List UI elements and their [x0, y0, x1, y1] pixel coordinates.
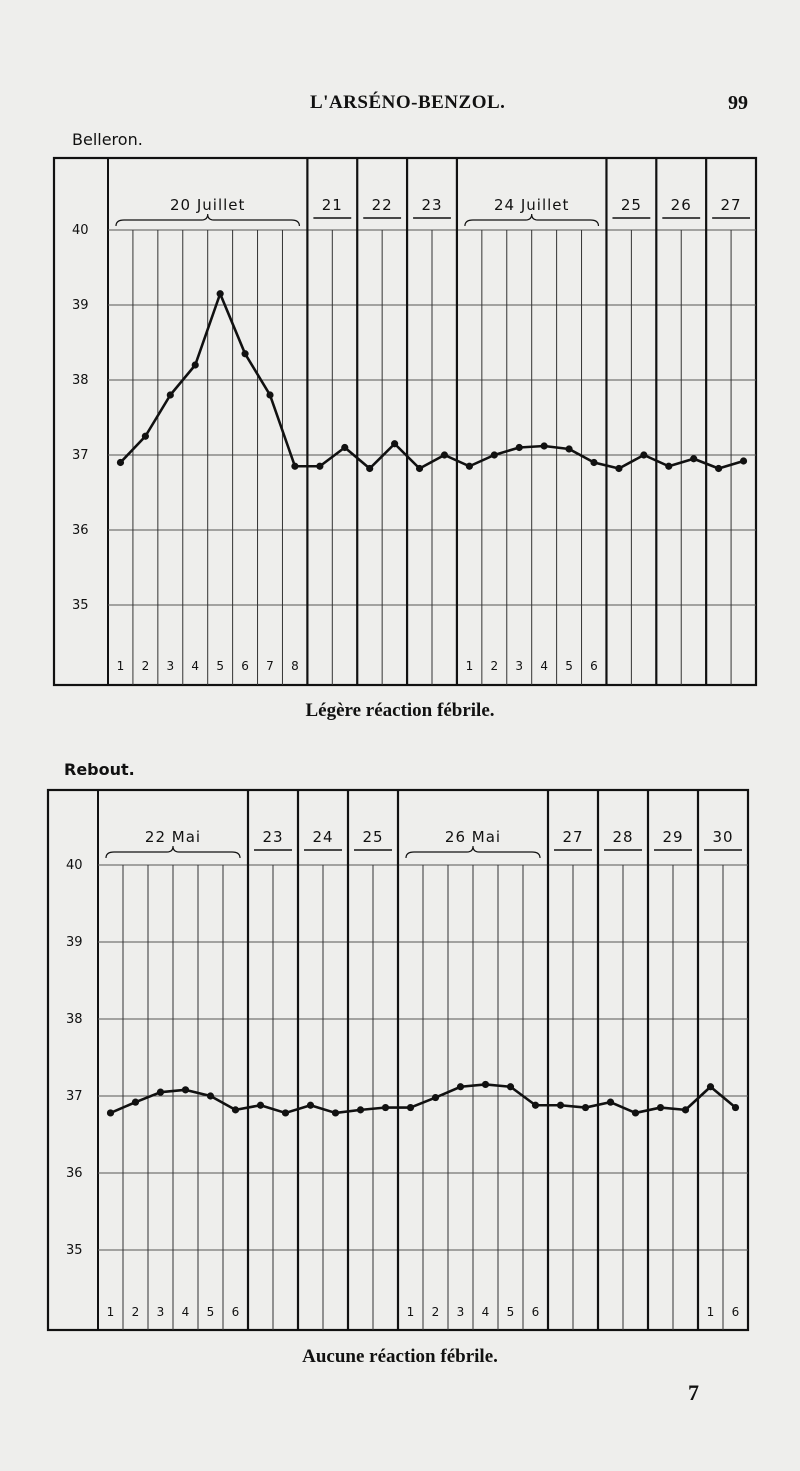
slot-label: 2: [490, 659, 499, 673]
temperature-point: [232, 1106, 239, 1113]
temperature-point: [541, 442, 548, 449]
temperature-point: [516, 444, 523, 451]
temperature-point: [532, 1102, 539, 1109]
temperature-chart-belleron: [0, 150, 800, 695]
temperature-point: [132, 1099, 139, 1106]
y-tick-label: 38: [72, 373, 89, 388]
chart-frame: [54, 158, 756, 685]
signature-mark: 7: [688, 1380, 699, 1405]
temperature-point: [491, 451, 498, 458]
slot-label: 5: [565, 659, 573, 673]
temperature-point: [707, 1083, 714, 1090]
slot-label: 5: [216, 659, 224, 673]
y-tick-label: 35: [72, 598, 89, 613]
temperature-point: [665, 463, 672, 470]
slot-label: 6: [590, 659, 598, 673]
slot-label: 3: [156, 1305, 165, 1319]
slot-label: 6: [231, 1305, 240, 1319]
slot-label: 5: [506, 1305, 515, 1319]
slot-label: 2: [141, 659, 150, 673]
y-tick-label: 38: [66, 1012, 83, 1027]
slot-label: 4: [191, 659, 200, 673]
patient-name-belleron: Belleron.: [72, 130, 143, 149]
temperature-point: [341, 444, 348, 451]
temperature-point: [257, 1102, 264, 1109]
slot-label: 3: [166, 659, 175, 673]
temperature-point: [682, 1106, 689, 1113]
chart-caption-belleron: Légère réaction fébrile.: [305, 700, 495, 721]
slot-label: 1: [116, 659, 125, 673]
day-label: 24 Juillet: [493, 196, 570, 214]
chart-caption-rebout: Aucune réaction fébrile.: [302, 1346, 498, 1367]
slot-label: 3: [456, 1305, 465, 1319]
day-label: 27: [562, 828, 584, 846]
temperature-point: [167, 391, 174, 398]
temperature-point: [391, 440, 398, 447]
y-tick-label: 37: [66, 1089, 83, 1104]
day-label: 20 Juillet: [169, 196, 246, 214]
temperature-point: [432, 1094, 439, 1101]
day-label: 22: [371, 196, 393, 214]
day-label: 30: [712, 828, 734, 846]
y-tick-label: 39: [66, 935, 83, 950]
temperature-point: [182, 1086, 189, 1093]
temperature-point: [357, 1106, 364, 1113]
temperature-point: [507, 1083, 514, 1090]
temperature-point: [291, 463, 298, 470]
temperature-point: [241, 350, 248, 357]
day-label: 27: [720, 196, 742, 214]
temperature-point: [207, 1092, 214, 1099]
temperature-point: [282, 1109, 289, 1116]
temperature-point: [690, 455, 697, 462]
temperature-point: [582, 1104, 589, 1111]
temperature-point: [466, 463, 473, 470]
temperature-point: [416, 465, 423, 472]
day-bracket: [116, 214, 299, 226]
day-label: 23: [262, 828, 284, 846]
day-label: 29: [662, 828, 684, 846]
temperature-point: [590, 459, 597, 466]
running-title: L'ARSÉNO-BENZOL.: [310, 92, 506, 113]
temperature-point: [192, 361, 199, 368]
temperature-point: [382, 1104, 389, 1111]
temperature-point: [740, 457, 747, 464]
slot-label: 2: [131, 1305, 140, 1319]
y-tick-label: 36: [72, 523, 89, 538]
day-label: 26: [670, 196, 692, 214]
slot-label: 4: [540, 659, 548, 673]
temperature-chart-rebout: [0, 780, 800, 1340]
temperature-point: [482, 1081, 489, 1088]
temperature-point: [316, 463, 323, 470]
day-label: 25: [362, 828, 384, 846]
temperature-point: [307, 1102, 314, 1109]
y-tick-label: 35: [66, 1243, 83, 1258]
y-tick-label: 40: [66, 858, 83, 873]
y-tick-label: 39: [72, 298, 89, 313]
temperature-point: [632, 1109, 639, 1116]
temperature-point: [715, 465, 722, 472]
slot-label: 1: [106, 1305, 115, 1319]
y-tick-label: 40: [72, 223, 89, 238]
temperature-point: [366, 465, 373, 472]
temperature-point: [157, 1089, 164, 1096]
slot-label: 4: [181, 1305, 190, 1319]
temperature-point: [607, 1099, 614, 1106]
temperature-point: [107, 1109, 114, 1116]
slot-label: 6: [731, 1305, 740, 1319]
temperature-point: [117, 459, 124, 466]
temperature-point: [441, 451, 448, 458]
day-label: 25: [620, 196, 642, 214]
slot-label: 1: [465, 659, 474, 673]
temperature-point: [142, 433, 149, 440]
page-header: [0, 88, 800, 124]
slot-label: 1: [706, 1305, 715, 1319]
slot-label: 2: [431, 1305, 440, 1319]
temperature-point: [407, 1104, 414, 1111]
day-bracket: [406, 846, 540, 858]
temperature-point: [565, 445, 572, 452]
temperature-point: [615, 465, 622, 472]
temperature-point: [657, 1104, 664, 1111]
y-tick-label: 36: [66, 1166, 83, 1181]
day-label: 21: [321, 196, 343, 214]
patient-name-rebout: Rebout.: [64, 760, 135, 779]
slot-label: 3: [515, 659, 524, 673]
slot-label: 1: [406, 1305, 415, 1319]
temperature-point: [266, 391, 273, 398]
day-label: 28: [612, 828, 634, 846]
temperature-point: [457, 1083, 464, 1090]
day-label: 26 Mai: [444, 828, 502, 846]
slot-label: 4: [481, 1305, 490, 1319]
day-bracket: [106, 846, 240, 858]
temperature-point: [332, 1109, 339, 1116]
slot-label: 8: [291, 659, 299, 673]
day-label: 23: [421, 196, 443, 214]
page-number: 99: [728, 92, 748, 114]
slot-label: 5: [206, 1305, 215, 1319]
temperature-point: [732, 1104, 739, 1111]
day-label: 22 Mai: [144, 828, 202, 846]
day-bracket: [465, 214, 599, 226]
y-tick-label: 37: [72, 448, 89, 463]
day-label: 24: [312, 828, 334, 846]
temperature-point: [640, 451, 647, 458]
slot-label: 6: [531, 1305, 540, 1319]
slot-label: 6: [241, 659, 249, 673]
temperature-point: [557, 1102, 564, 1109]
slot-label: 7: [266, 659, 274, 673]
temperature-point: [217, 290, 224, 297]
